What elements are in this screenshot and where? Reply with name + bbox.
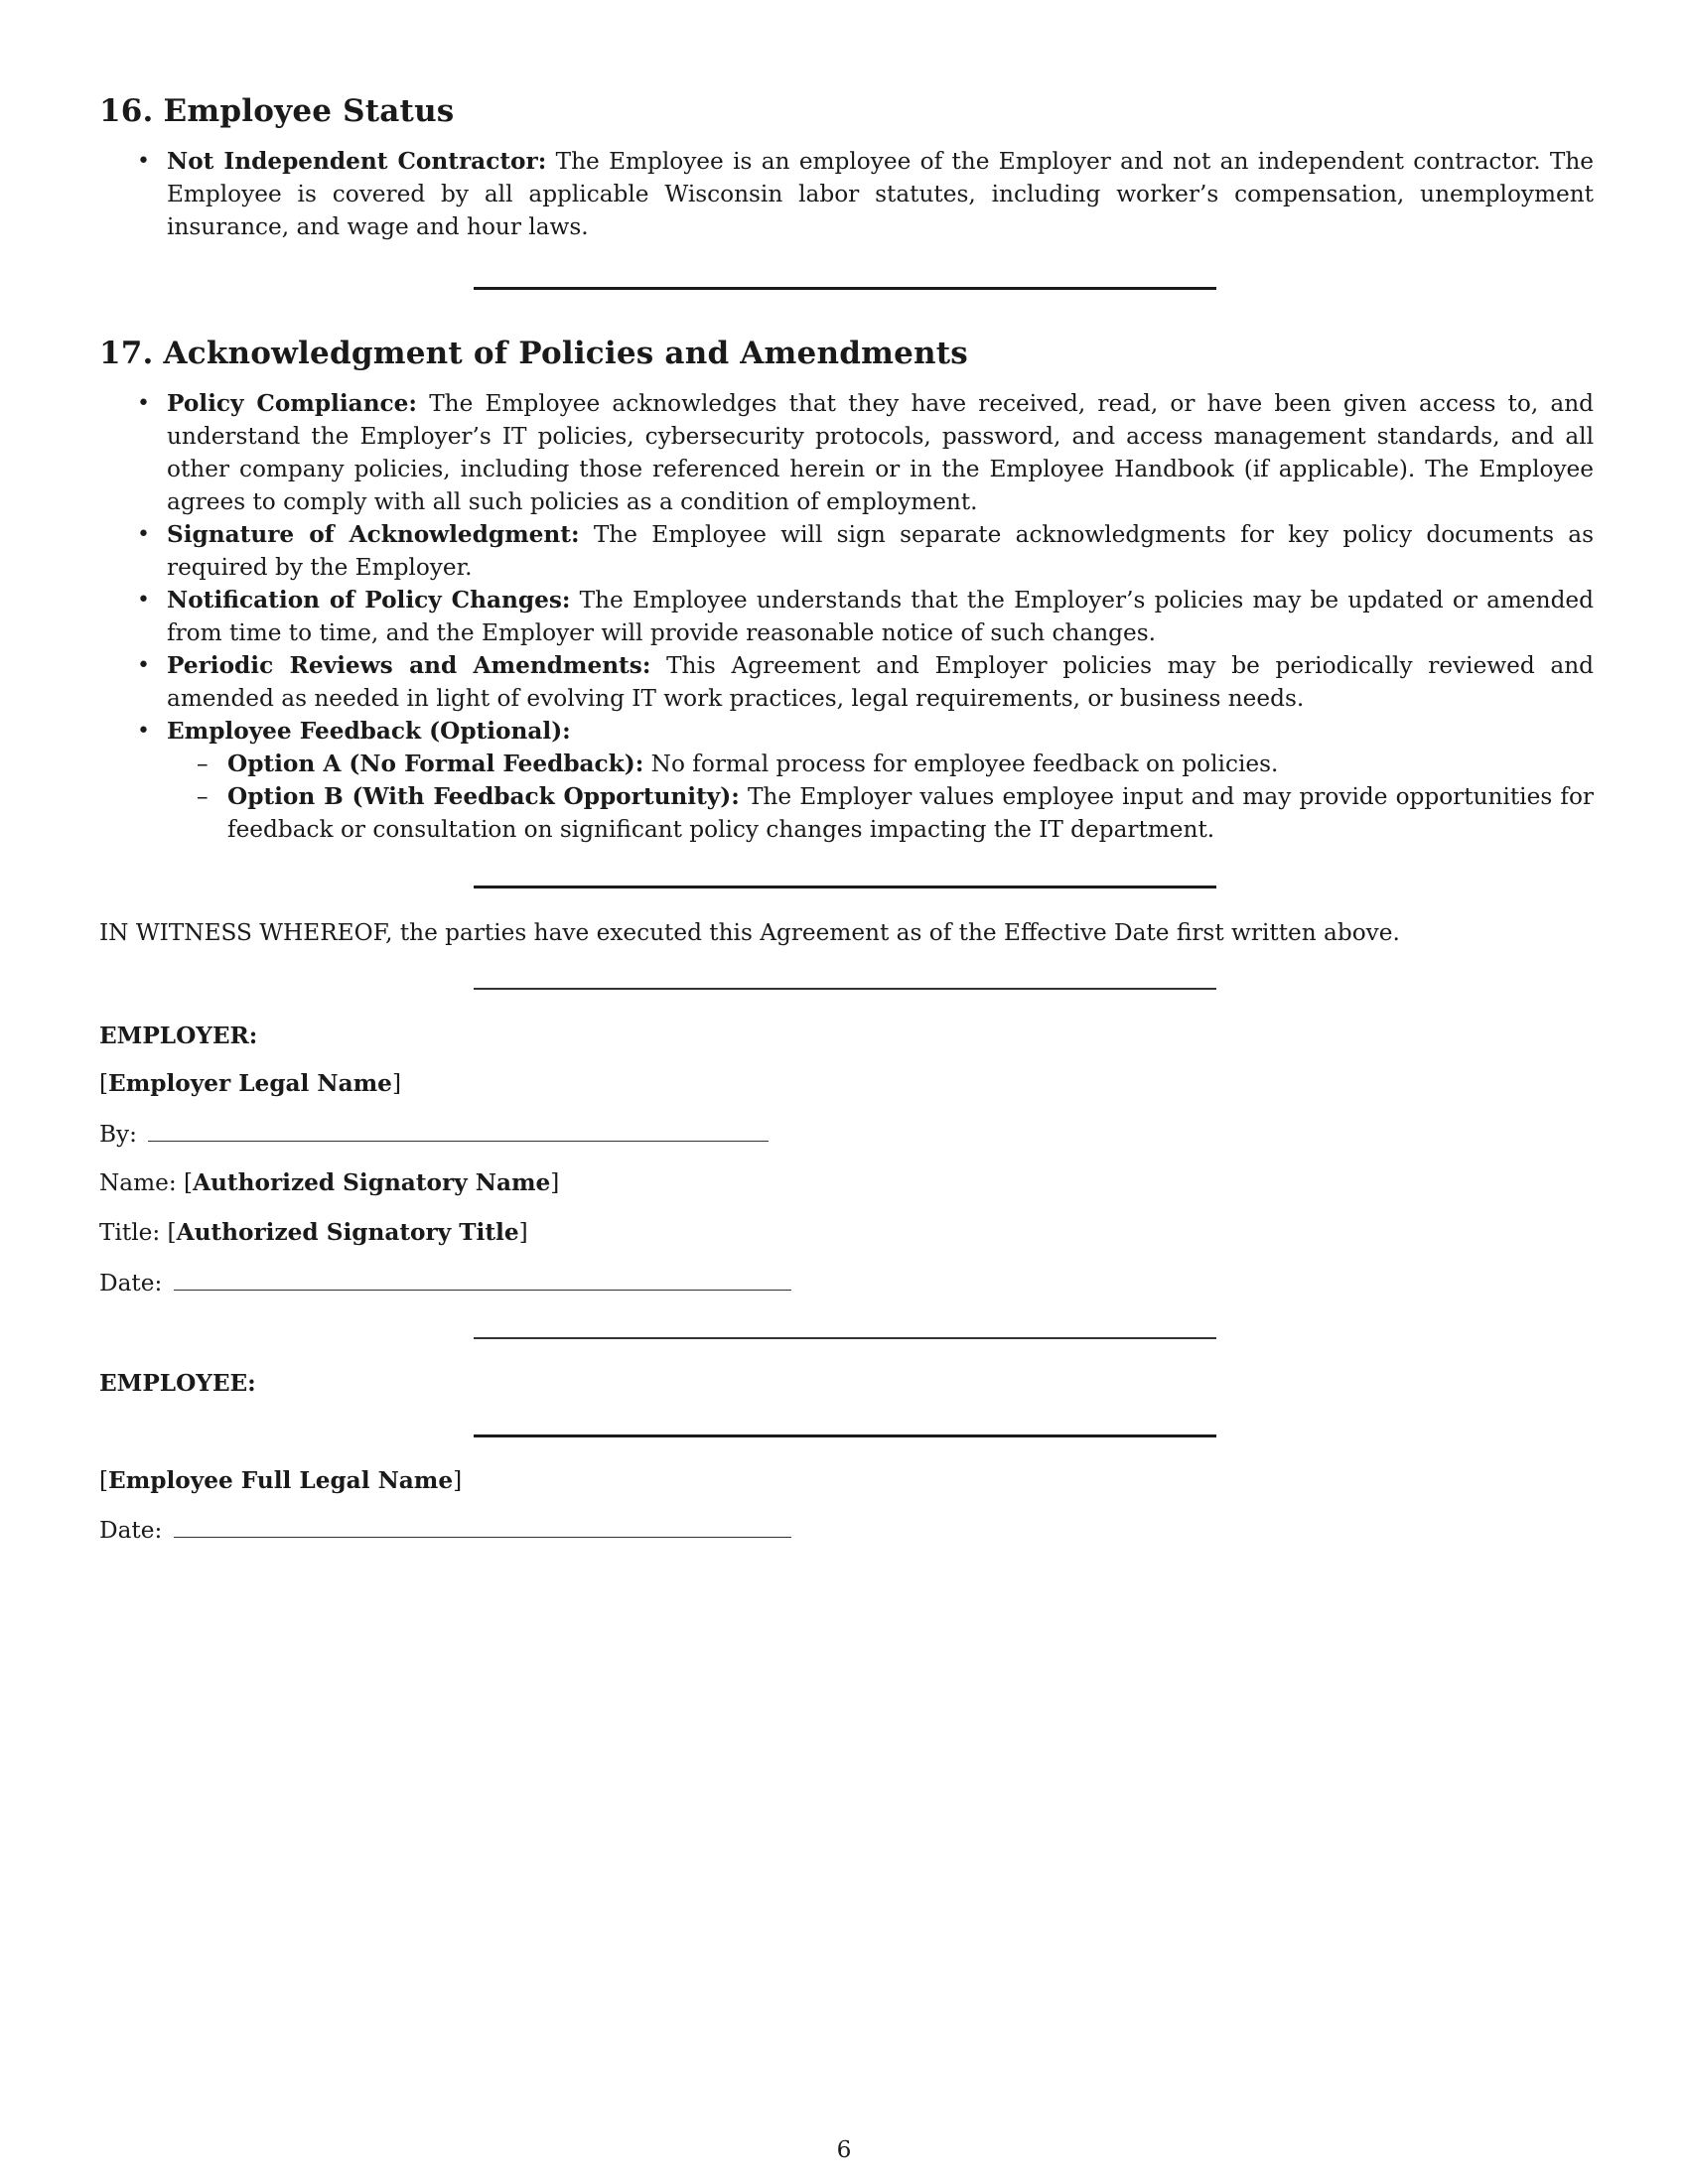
employer-signature-field[interactable] [148,1117,769,1142]
item-label: Periodic Reviews and Amendments: [167,652,651,679]
signatory-name: Authorized Signatory Name [193,1169,551,1196]
option-label: Option B (With Feedback Opportunity): [227,783,740,810]
item-text: The Employee understands that the Employer’s policies may be updated or amended from time to time, and the Employer will provide reasonable notice of such changes. [167,587,1594,646]
divider [474,1337,1216,1339]
list-item [99,518,1594,584]
employee-signature-line[interactable] [474,1434,1216,1437]
employee-legal-name-line: [Employee Full Legal Name] [99,1467,463,1494]
section-17-heading [99,334,1594,373]
item-text: This Agreement and Employer policies may be periodically reviewed and amended as needed in light of evolving IT work practices, legal requirements, or business needs. [167,652,1595,712]
divider [474,988,1216,990]
date-label: Date: [99,1270,163,1297]
option-label: Option A (No Formal Feedback): [227,751,644,777]
item-text: The Employee will sign separate acknowledgments for key policy documents as required by the Employer. [167,521,1595,581]
employer-heading: EMPLOYER: [99,1023,258,1049]
list-item [99,584,1594,649]
employee-legal-name: Employee Full Legal Name [108,1467,454,1494]
employer-date-field[interactable] [174,1266,791,1291]
employer-date-line [99,1266,791,1299]
date-label: Date: [99,1517,163,1544]
employer-name-line: Name: [Authorized Signatory Name] [99,1169,560,1196]
employer-title-line: Title: [Authorized Signatory Title] [99,1219,528,1246]
employer-legal-name: Employer Legal Name [108,1070,392,1097]
list-item [99,387,1594,518]
item-label: Not Independent Contractor: [167,148,547,175]
list-item [99,715,1594,846]
section-divider [474,287,1216,290]
employee-date-field[interactable] [174,1513,791,1538]
section-16-number: 16. [99,93,154,129]
item-label: Signature of Acknowledgment: [167,521,580,548]
section-divider [474,886,1216,888]
item-label: Policy Compliance: [167,390,417,417]
item-text: The Employee acknowledges that they have received, read, or have been given access to, and understand the Employer’s IT policies, cybersecurity protocols, password, and access management standards, and all other company policies, including those referenced herein or in the Employee Handbook (if applicable). The Employee agrees to comply with all such policies as a condition of employment. [167,390,1594,515]
list-item [99,145,1594,243]
by-label: By: [99,1121,137,1148]
feedback-options-list [167,748,1594,846]
section-16 [99,91,1594,243]
employee-date-line [99,1513,791,1547]
section-17-number: 17. [99,336,154,371]
section-16-list [99,145,1594,243]
item-label: Employee Feedback (Optional): [167,718,571,745]
employer-legal-name-line: [Employer Legal Name] [99,1070,401,1097]
list-item [99,649,1594,715]
section-17-title: Acknowledgment of Policies and Amendments [163,336,968,371]
employee-heading: EMPLOYEE: [99,1370,256,1397]
employer-by-line [99,1117,769,1151]
signatory-title: Authorized Signatory Title [176,1219,519,1246]
item-label: Notification of Policy Changes: [167,587,571,614]
section-17-list [99,387,1594,846]
name-label: Name: [99,1169,177,1196]
section-17 [99,334,1594,846]
section-16-heading [99,91,1594,131]
feedback-option [167,780,1594,846]
witness-clause: IN WITNESS WHEREOF, the parties have executed this Agreement as of the Effective Date first written above. [99,919,1400,946]
item-text: The Employee is an employee of the Employer and not an independent contractor. The Employee is covered by all applicable Wisconsin labor statutes, including worker’s compensation, unemployment insurance, and wage and hour laws. [167,148,1595,240]
page-number: 6 [836,2136,852,2163]
title-label: Title: [99,1219,161,1246]
feedback-option [167,748,1594,780]
option-text: No formal process for employee feedback on policies. [650,751,1279,777]
option-text: The Employer values employee input and may provide opportunities for feedback or consultation on significant policy changes impacting the IT department. [227,783,1594,843]
section-16-title: Employee Status [163,93,455,129]
